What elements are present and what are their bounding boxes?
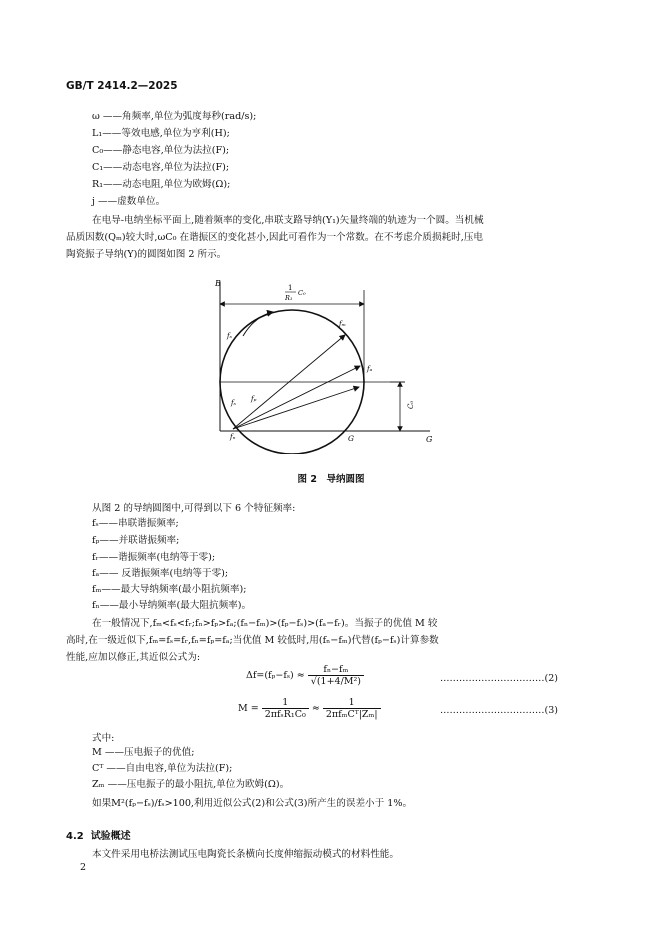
symbol-zm: Zₘ ——压电振子的最小阻抗,单位为欧姆(Ω)。 [92,779,290,790]
freq-fm: fₘ——最大导纳频率(最小阻抗频率); [92,584,247,595]
freq-fa: fₐ—— 反谐振频率(电纳等于零); [92,568,229,579]
eq3-numerator-1: 1 [262,697,309,709]
paragraph-5: 本文件采用电桥法测试压电陶瓷长条横向长度伸缩振动模式的材料性能。 [92,849,399,860]
symbol-omega: ω ——角频率,单位为弧度每秒(rad/s); [92,111,257,122]
equation-3-tag: ……………………………(3) [440,705,558,716]
eq2-lhs: Δf=(fₚ−fₛ) ≈ [246,670,305,681]
eq3-denominator-1: 2πfₛR₁C₀ [264,709,306,720]
equation-3 [238,697,381,720]
label-top-num: 1 [288,284,293,292]
symbol-m: M ——压电振子的优值; [92,747,195,758]
eq2-fraction [308,664,364,687]
page-number: 2 [80,862,87,873]
freq-fr: fᵣ——谐振频率(电纳等于零); [92,552,216,563]
label-fs: fₛ [231,399,236,407]
label-b: B [215,279,221,288]
equation-2-tag: ……………………………(2) [440,673,558,684]
label-fn: fₙ [230,433,236,441]
paragraph-3-line-2: 高时,在一级近似下,fₘ=fₛ=fᵣ,fₙ=fₚ=fₐ;当优值 M 较低时,用(fₙ−fₘ)代替(fₚ−fₛ)计算参数 [66,635,439,646]
label-fp: fₚ [251,395,257,403]
eq3-denominator-2: 2πfₘCᵀ|Zₘ| [325,709,378,720]
admittance-circle-figure [205,274,445,454]
vector-fa [233,387,359,429]
symbol-r1: R₁——动态电阻,单位为欧姆(Ω); [92,179,231,190]
section-number: 4.2 [66,831,84,842]
label-top-c0: C₀ [298,289,306,297]
paragraph-2: 从图 2 的导纳圆图中,可得到以下 6 个特征频率: [92,503,296,514]
symbol-l1: L₁——等效电感,单位为亨利(H); [92,128,230,139]
symbol-c0: C₀——静态电容,单位为法拉(F); [92,145,230,156]
paragraph-1-line-3: 陶瓷振子导纳(Y)的圆图如图 2 所示。 [66,249,227,260]
label-fs-top: fₛ [227,332,232,340]
eq3-fraction-2 [323,697,381,720]
eq2-numerator: fₙ−fₘ [308,664,364,676]
label-g-axis: G [426,435,433,444]
eq3-approx: ≈ [311,703,320,714]
label-fm: fₘ [339,320,346,328]
symbol-c1: C₁——动态电容,单位为法拉(F); [92,162,230,173]
label-c0-side: C₀ [407,400,415,409]
paragraph-1-line-2: 品质因数(Qₘ)较大时,ωC₀ 在谐振区的变化甚小,因此可看作为一个常数。在不考虑介质损耗时,压电 [66,232,484,243]
where-label: 式中: [92,733,115,744]
rotation-arrow [243,312,273,336]
document-header: GB/T 2414.2—2025 [66,80,178,92]
freq-fn: fₙ——最小导纳频率(最大阻抗频率)。 [92,600,252,611]
eq2-denominator: √(1+4/M²) [310,676,362,687]
freq-fp: fₚ——并联谐振频率; [92,535,180,546]
label-fa: fₐ [367,365,373,373]
equation-2 [246,664,364,687]
paragraph-3-line-1: 在一般情况下,fₘ<fₛ<fᵣ;fₙ>fₚ>fₐ;(fₙ−fₘ)>(fₚ−fₛ)>(fₐ−fᵣ)。当振子的优值 M 较 [92,618,438,629]
figure-caption: 图 2 导纳圆图 [297,474,365,485]
freq-fs: fₛ——串联谐振频率; [92,518,179,529]
section-title: 试验概述 [90,831,131,842]
eq3-numerator-2: 1 [323,697,381,709]
section-heading [66,827,131,842]
paragraph-3-line-3: 性能,应加以修正,其近似公式为: [66,652,201,663]
symbol-j: j ——虚数单位。 [92,196,166,207]
label-g-circle: G [348,434,354,443]
symbol-ct: Cᵀ ——自由电容,单位为法拉(F); [92,763,233,774]
paragraph-1-line-1: 在电导-电纳坐标平面上,随着频率的变化,串联支路导纳(Y₁)矢量终端的轨迹为一个圆。当机械 [92,215,484,226]
paragraph-4: 如果M²(fₚ−fₛ)/fₛ>100,利用近似公式(2)和公式(3)所产生的误差小于 1%。 [92,798,413,809]
label-top-den: R₁ [285,294,293,302]
eq3-lhs: M = [238,703,259,714]
eq3-fraction-1 [262,697,309,720]
